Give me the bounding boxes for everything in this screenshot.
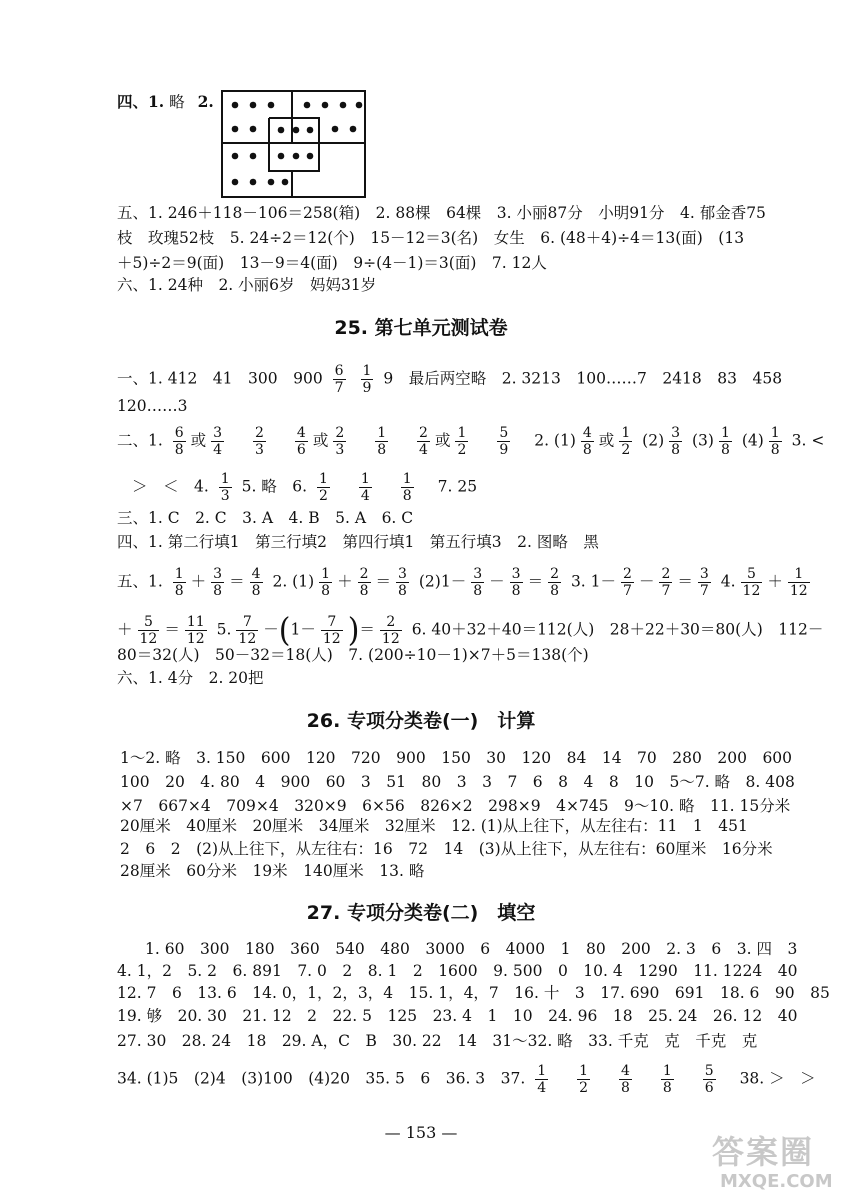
numerator: 1 bbox=[362, 363, 372, 379]
fraction bbox=[510, 566, 523, 599]
t27-line-4: 19. 够 20. 30 21. 12 2 22. 5 125 23. 4 1 10 24. 96 18 25. 24 26. 12 40 bbox=[117, 1007, 798, 1025]
fraction bbox=[535, 1063, 548, 1096]
numerator: 3 bbox=[511, 566, 521, 582]
fraction bbox=[211, 425, 224, 458]
numerator: 1 bbox=[770, 425, 780, 441]
numerator: 3 bbox=[671, 425, 681, 441]
denominator: 7 bbox=[334, 380, 344, 396]
fraction bbox=[619, 1063, 632, 1096]
numerator: 1 bbox=[537, 1063, 547, 1079]
denominator: 2 bbox=[621, 442, 631, 458]
denominator: 3 bbox=[220, 488, 230, 504]
denominator: 4 bbox=[419, 442, 428, 458]
sec4-line: 四、1. 略 2. bbox=[117, 92, 214, 111]
numerator: 6 bbox=[334, 363, 344, 379]
fraction bbox=[253, 425, 266, 458]
t26-line-4: 20厘米 40厘米 20厘米 34厘米 32厘米 12. (1)从上往下，从左往右：11 1 451 bbox=[120, 817, 748, 835]
t25-line-7: 五、1. $\frac{1}{8}$ ＋ $\frac{3}{8}$ ＝ $\frac{4}{8}$ 2. (1) $\frac{1}{8}$ ＋ $\frac{2}{8}$ ＝ $\frac{3}{8}$ (2)1－ $\frac{3}{8}$ － $\frac{3}{8}$ ＝ $\frac{2}{8}$ 3. 1－ $\frac{2}{7}$ － $\frac{2}{7}$ ＝ $\frac{3}{7}$ 4. $\frac{5}{12}$ ＋ $\frac{1}{12}$ bbox=[117, 566, 808, 599]
denominator: 8 bbox=[770, 442, 780, 458]
watermark-logo: 答案圈 MXQE.COM bbox=[712, 1133, 833, 1192]
sec5-line-2: 枝 玫瑰52枝 5. 24÷2＝12(个) 15－12＝3(名) 女生 6. (48＋4)÷4＝13(面) (13 bbox=[117, 229, 745, 247]
t25-line-3: 二、1. $\frac{6}{8}$ 或 $\frac{3}{4}$ $\frac{2}{3}$ $\frac{4}{6}$ 或 $\frac{2}{3}$ $\frac{1}{8}$ $\frac{2}{4}$ 或 $\frac{1}{2}$ $\frac{5}{9}$ 2. (1) $\frac{4}{8}$ 或 $\frac{1}{2}$ (2) $\frac{3}{8}$ (3) $\frac{1}{8}$ (4) $\frac{1}{8}$ 3. < bbox=[117, 425, 825, 458]
denominator: 8 bbox=[582, 442, 592, 458]
denominator: 8 bbox=[251, 583, 261, 599]
fraction bbox=[581, 425, 594, 458]
numerator: 1 bbox=[720, 425, 730, 441]
t27-line-3: 12. 7 6 13. 6 14. 0，1，2，3，4 15. 1，4，7 16. 十 3 17. 690 691 18. 6 90 85 bbox=[117, 984, 830, 1002]
denominator: 8 bbox=[473, 583, 483, 599]
fraction bbox=[471, 566, 484, 599]
t25-line-4: ＞ ＜ 4. $\frac{1}{3}$ 5. 略 6. $\frac{1}{2}$ $\frac{1}{4}$ $\frac{1}{8}$ 7. 25 bbox=[132, 471, 478, 504]
numerator: 2 bbox=[661, 566, 671, 582]
denominator: 8 bbox=[511, 583, 521, 599]
numerator: 1 bbox=[621, 425, 631, 441]
section-title-25: 25. 第七单元测试卷 bbox=[334, 317, 508, 339]
numerator: 1 bbox=[377, 425, 387, 441]
fraction bbox=[361, 363, 374, 396]
t25-line-8: ＋ $\frac{5}{12}$ ＝ $\frac{11}{12}$ 5. $\frac{7}{12}$ －(1－ $\frac{7}{12}$ )＝ $\frac{2}{12}$ 6. 40＋32＋40＝112(人) 28＋22＋30＝80(人) 112－ bbox=[117, 610, 824, 650]
fraction bbox=[788, 566, 810, 599]
denominator: 12 bbox=[238, 631, 257, 647]
fraction bbox=[333, 363, 346, 396]
fraction bbox=[185, 614, 207, 647]
numerator: 3 bbox=[699, 566, 709, 582]
fraction bbox=[621, 566, 634, 599]
denominator: 12 bbox=[742, 583, 761, 599]
numerator: 1 bbox=[174, 566, 184, 582]
denominator: 2 bbox=[319, 488, 328, 504]
denominator: 12 bbox=[322, 631, 341, 647]
t26-line-5: 2 6 2 (2)从上往下，从左往右：16 72 14 (3)从上往下，从左往右：60厘米 16分米 bbox=[120, 840, 773, 858]
t27-line-1: 1. 60 300 180 360 540 480 3000 6 4000 1 80 200 2. 3 6 3. 四 3 bbox=[145, 940, 798, 958]
denominator: 8 bbox=[213, 583, 223, 599]
t25-line-2: 120……3 bbox=[117, 397, 188, 415]
numerator: 5 bbox=[499, 425, 509, 441]
denominator: 2 bbox=[579, 1080, 589, 1096]
denominator: 8 bbox=[174, 442, 184, 458]
denominator: 12 bbox=[381, 631, 400, 647]
numerator: 4 bbox=[582, 425, 592, 441]
numerator: 11 bbox=[186, 614, 205, 630]
t26-line-2: 100 20 4. 80 4 900 60 3 51 80 3 3 7 6 8 4 8 10 5～7. 略 8. 408 bbox=[120, 773, 795, 791]
denominator: 9 bbox=[362, 380, 372, 396]
fraction bbox=[396, 566, 409, 599]
numerator: 2 bbox=[550, 566, 559, 582]
sec5-line-3: ＋5)÷2＝9(面) 13－9＝4(面) 9÷(4－1)＝3(面) 7. 12人 bbox=[117, 254, 547, 272]
fraction bbox=[138, 614, 160, 647]
numerator: 4 bbox=[296, 425, 306, 441]
numerator: 6 bbox=[174, 425, 184, 441]
t25-line-1: 一、1. 412 41 300 900 $\frac{6}{7}$ $\frac{1}{9}$ 9 最后两空略 2. 3213 100……7 2418 83 458 bbox=[117, 363, 783, 396]
numerator: 3 bbox=[213, 566, 223, 582]
numerator: 1 bbox=[788, 566, 810, 583]
numerator: 1 bbox=[220, 471, 230, 487]
denominator: 8 bbox=[662, 1080, 672, 1096]
denominator: 12 bbox=[139, 631, 158, 647]
numerator: 1 bbox=[360, 471, 370, 487]
numerator: 3 bbox=[398, 566, 407, 582]
fraction bbox=[661, 1063, 674, 1096]
fraction bbox=[698, 566, 711, 599]
denominator: 6 bbox=[704, 1080, 714, 1096]
denominator: 4 bbox=[213, 442, 223, 458]
fraction bbox=[769, 425, 782, 458]
numerator: 3 bbox=[213, 425, 223, 441]
fraction bbox=[219, 471, 232, 504]
numerator: 1 bbox=[321, 566, 331, 582]
denominator: 8 bbox=[620, 1080, 630, 1096]
fraction bbox=[250, 566, 263, 599]
fraction bbox=[319, 566, 332, 599]
denominator: 3 bbox=[255, 442, 264, 458]
denominator: 4 bbox=[360, 488, 370, 504]
fraction bbox=[741, 566, 763, 599]
denominator: 3 bbox=[335, 442, 345, 458]
denominator: 8 bbox=[321, 583, 331, 599]
fraction bbox=[358, 566, 371, 599]
fraction bbox=[497, 425, 510, 458]
fraction bbox=[417, 425, 430, 458]
t26-line-6: 28厘米 60分米 19米 140厘米 13. 略 bbox=[120, 862, 425, 880]
numerator: 5 bbox=[704, 1063, 714, 1079]
numerator: 2 bbox=[335, 425, 345, 441]
numerator: 7 bbox=[321, 614, 343, 631]
denominator: 8 bbox=[398, 583, 407, 599]
numerator: 4 bbox=[620, 1063, 630, 1079]
fraction bbox=[703, 1063, 716, 1096]
denominator: 8 bbox=[671, 442, 681, 458]
denominator: 8 bbox=[720, 442, 730, 458]
fraction bbox=[173, 566, 186, 599]
section-title-26: 26. 专项分类卷(一) 计算 bbox=[306, 710, 536, 732]
t25-line-10: 六、1. 4分 2. 20把 bbox=[117, 669, 264, 687]
t26-line-3: ×7 667×4 709×4 320×9 6×56 826×2 298×9 4×745 9～10. 略 11. 15分米 bbox=[120, 797, 791, 815]
t25-line-9: 80＝32(人) 50－32＝18(人) 7. (200÷10－1)×7＋5＝138(个) bbox=[117, 646, 589, 664]
sec5-line-1: 五、1. 246＋118－106＝258(箱) 2. 88棵 64棵 3. 小丽87分 小明91分 4. 郁金香75 bbox=[117, 204, 766, 222]
numerator: 2 bbox=[623, 566, 632, 582]
denominator: 7 bbox=[623, 583, 632, 599]
numerator: 1 bbox=[457, 425, 467, 441]
denominator: 8 bbox=[174, 583, 184, 599]
t25-line-6: 四、1. 第二行填1 第三行填2 第四行填1 第五行填3 2. 图略 黑 bbox=[117, 533, 599, 551]
sec6-line: 六、1. 24种 2. 小丽6岁 妈妈31岁 bbox=[117, 276, 377, 294]
denominator: 8 bbox=[377, 442, 387, 458]
denominator: 7 bbox=[661, 583, 671, 599]
fraction bbox=[211, 566, 224, 599]
fraction bbox=[236, 614, 258, 647]
denominator: 4 bbox=[537, 1080, 547, 1096]
fraction bbox=[455, 425, 468, 458]
denominator: 8 bbox=[550, 583, 559, 599]
fraction bbox=[659, 566, 672, 599]
fraction bbox=[401, 471, 414, 504]
denominator: 2 bbox=[457, 442, 467, 458]
fraction bbox=[321, 614, 343, 647]
fraction bbox=[295, 425, 308, 458]
fraction bbox=[719, 425, 732, 458]
fraction bbox=[669, 425, 682, 458]
numerator: 2 bbox=[255, 425, 264, 441]
denominator: 7 bbox=[699, 583, 709, 599]
numerator: 5 bbox=[741, 566, 763, 583]
numerator: 1 bbox=[402, 471, 412, 487]
fraction bbox=[380, 614, 402, 647]
t27-line-2: 4. 1，2 5. 2 6. 891 7. 0 2 8. 1 2 1600 9. 500 0 10. 4 1290 11. 1224 40 bbox=[117, 962, 798, 980]
denominator: 8 bbox=[359, 583, 369, 599]
fraction bbox=[359, 471, 372, 504]
sec4-label: 四、 bbox=[117, 92, 149, 111]
section-title-27: 27. 专项分类卷(二) 填空 bbox=[306, 902, 536, 924]
numerator: 3 bbox=[473, 566, 483, 582]
t26-line-1: 1～2. 略 3. 150 600 120 720 900 150 30 120 84 14 70 280 200 600 bbox=[120, 749, 793, 767]
page-number: — 153 — bbox=[384, 1123, 458, 1142]
denominator: 12 bbox=[186, 631, 205, 647]
numerator: 5 bbox=[138, 614, 160, 631]
fraction bbox=[619, 425, 632, 458]
numerator: 1 bbox=[579, 1063, 589, 1079]
fraction bbox=[375, 425, 388, 458]
fraction bbox=[317, 471, 330, 504]
numerator: 7 bbox=[236, 614, 258, 631]
t27-line-5: 27. 30 28. 24 18 29. A，C B 30. 22 14 31～32. 略 33. 千克 克 千克 克 bbox=[117, 1032, 758, 1050]
numerator: 2 bbox=[359, 566, 369, 582]
fraction bbox=[173, 425, 186, 458]
t25-line-5: 三、1. C 2. C 3. A 4. B 5. A 6. C bbox=[117, 509, 414, 527]
fraction bbox=[577, 1063, 590, 1096]
denominator: 12 bbox=[789, 583, 808, 599]
numerator: 2 bbox=[419, 425, 428, 441]
numerator: 2 bbox=[380, 614, 402, 631]
fraction bbox=[548, 566, 561, 599]
numerator: 4 bbox=[251, 566, 261, 582]
numerator: 1 bbox=[662, 1063, 672, 1079]
denominator: 8 bbox=[402, 488, 412, 504]
denominator: 6 bbox=[296, 442, 306, 458]
t27-line-6: 34. (1)5 (2)4 (3)100 (4)20 35. 5 6 36. 3 37. $\frac{1}{4}$ $\frac{1}{2}$ $\frac{4}{8}$ $\frac{1}{8}$ $\frac{5}{6}$ 38. ＞ ＞ bbox=[117, 1063, 816, 1096]
numerator: 1 bbox=[319, 471, 328, 487]
fraction bbox=[333, 425, 346, 458]
dot-card-diagram bbox=[221, 90, 371, 198]
denominator: 9 bbox=[499, 442, 509, 458]
